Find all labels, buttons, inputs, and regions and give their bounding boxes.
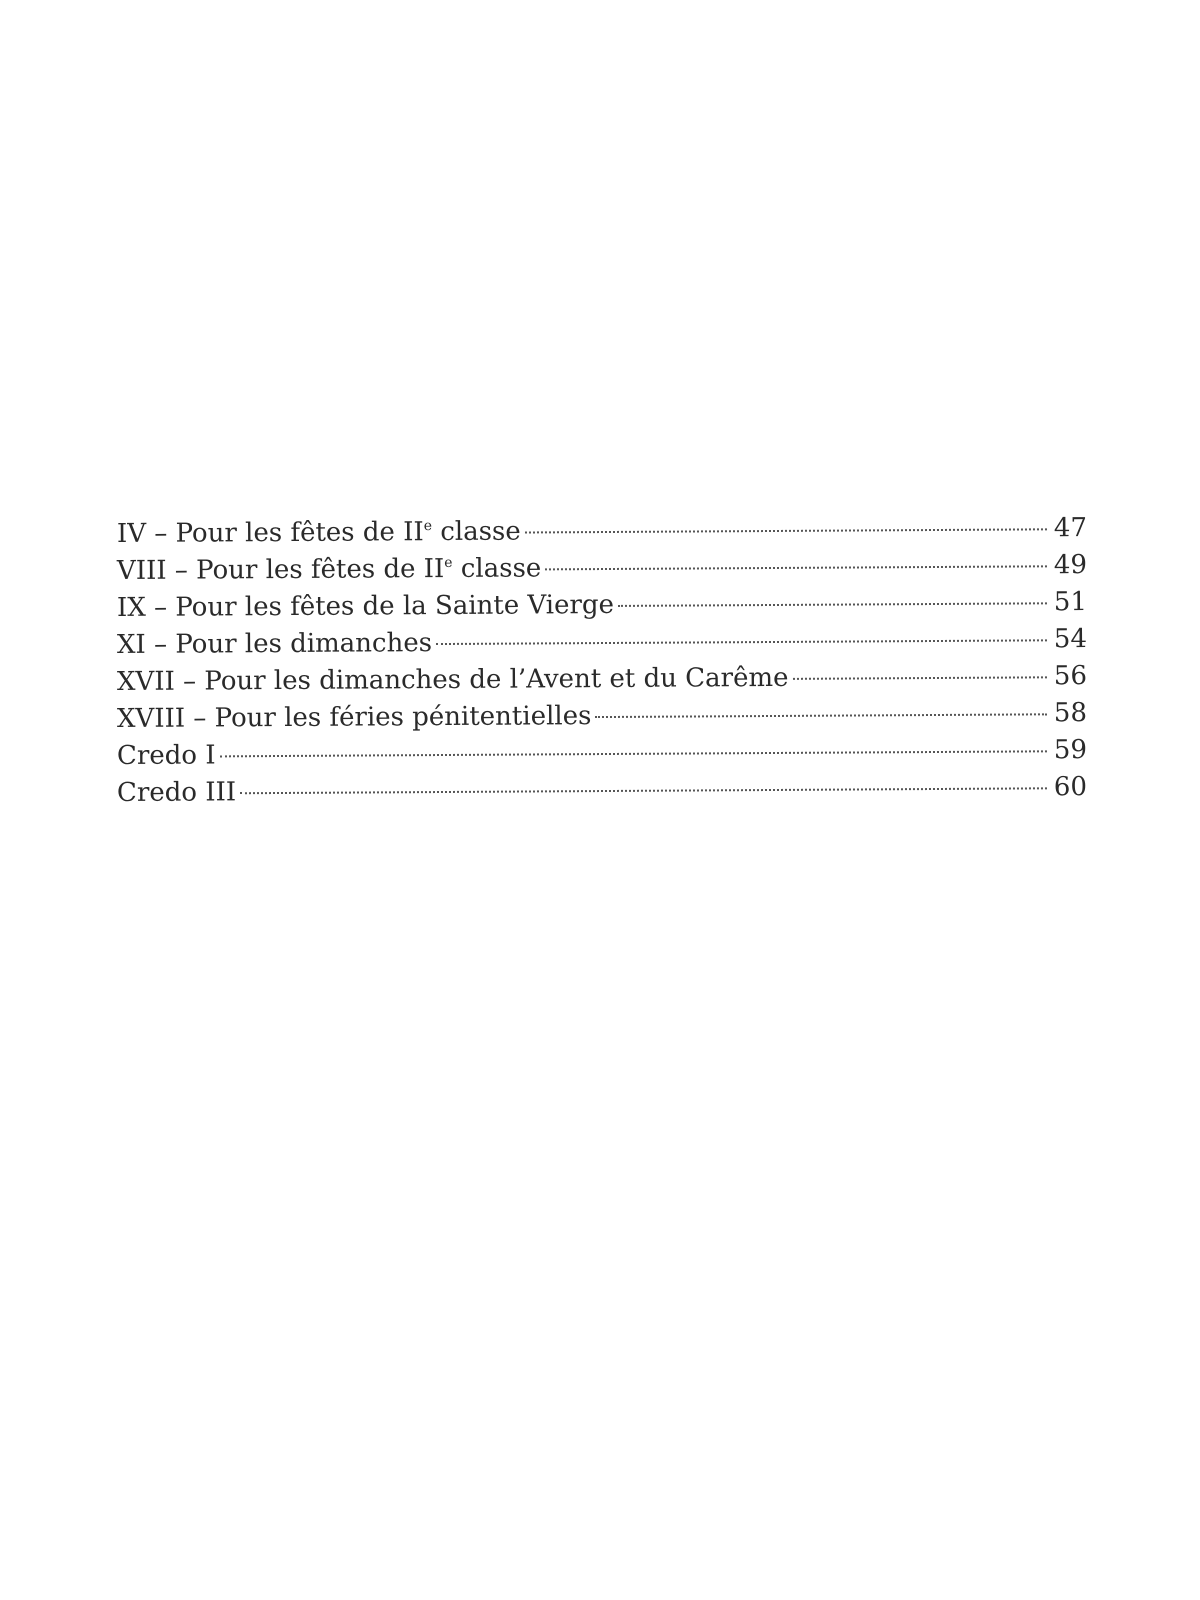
toc-page-number: 51: [1053, 587, 1088, 618]
dot-leader: [792, 676, 1047, 680]
toc-page-number: 56: [1053, 661, 1088, 692]
toc-page-number: 47: [1053, 513, 1088, 544]
toc-entry-superscript: e: [444, 554, 453, 572]
toc-entry-title-text: Credo III: [116, 777, 237, 808]
toc-entry[interactable]: [117, 769, 1087, 812]
dot-leader: [595, 713, 1047, 718]
toc-entry-title-text: XI – Pour les dimanches: [116, 628, 433, 660]
toc-entry[interactable]: [117, 621, 1087, 664]
dot-leader: [240, 787, 1047, 794]
toc-entry[interactable]: [117, 584, 1087, 627]
toc-entry[interactable]: [117, 547, 1087, 590]
dot-leader: [436, 639, 1047, 645]
dot-leader: [220, 750, 1047, 757]
toc-entry[interactable]: [117, 510, 1087, 553]
toc-page-number: 58: [1053, 698, 1088, 729]
toc-entry-title: [117, 698, 592, 738]
toc-page-number: 60: [1053, 772, 1088, 803]
toc-page-number: 59: [1053, 735, 1088, 766]
toc-entry-title-suffix: classe: [452, 553, 542, 584]
toc-entry-title-text: Credo I: [116, 740, 216, 771]
toc-entry-title-suffix: classe: [431, 516, 521, 548]
dot-leader: [525, 528, 1047, 533]
toc-entry-title-text: IX – Pour les fêtes de la Sainte Vierge: [116, 589, 615, 623]
toc-page-number: 49: [1053, 550, 1088, 581]
toc-entry-title-text: VIII – Pour les fêtes de II: [116, 554, 445, 586]
toc-page-number: 54: [1053, 624, 1088, 655]
toc-entry[interactable]: [117, 695, 1087, 738]
toc-entry-title-text: XVIII – Pour les féries pénitentielles: [116, 701, 592, 734]
dot-leader: [545, 565, 1047, 570]
dot-leader: [618, 602, 1047, 607]
toc-entry-title: [117, 587, 614, 627]
toc-entry-superscript: e: [423, 518, 433, 535]
toc-entry-title-text: IV – Pour les fêtes de II: [116, 517, 424, 549]
table-of-contents: [116, 513, 1088, 812]
toc-entry-title: [117, 774, 236, 812]
toc-entry[interactable]: [117, 658, 1087, 701]
toc-entry-title-text: XVII – Pour les dimanches de l’Avent et du Carême: [116, 662, 789, 697]
toc-entry-title: [117, 737, 216, 775]
toc-entry-title: [117, 660, 789, 701]
toc-entry-title: [117, 514, 521, 553]
toc-entry-title: [117, 550, 541, 590]
toc-entry-title: [117, 625, 432, 664]
toc-entry[interactable]: [117, 732, 1087, 775]
